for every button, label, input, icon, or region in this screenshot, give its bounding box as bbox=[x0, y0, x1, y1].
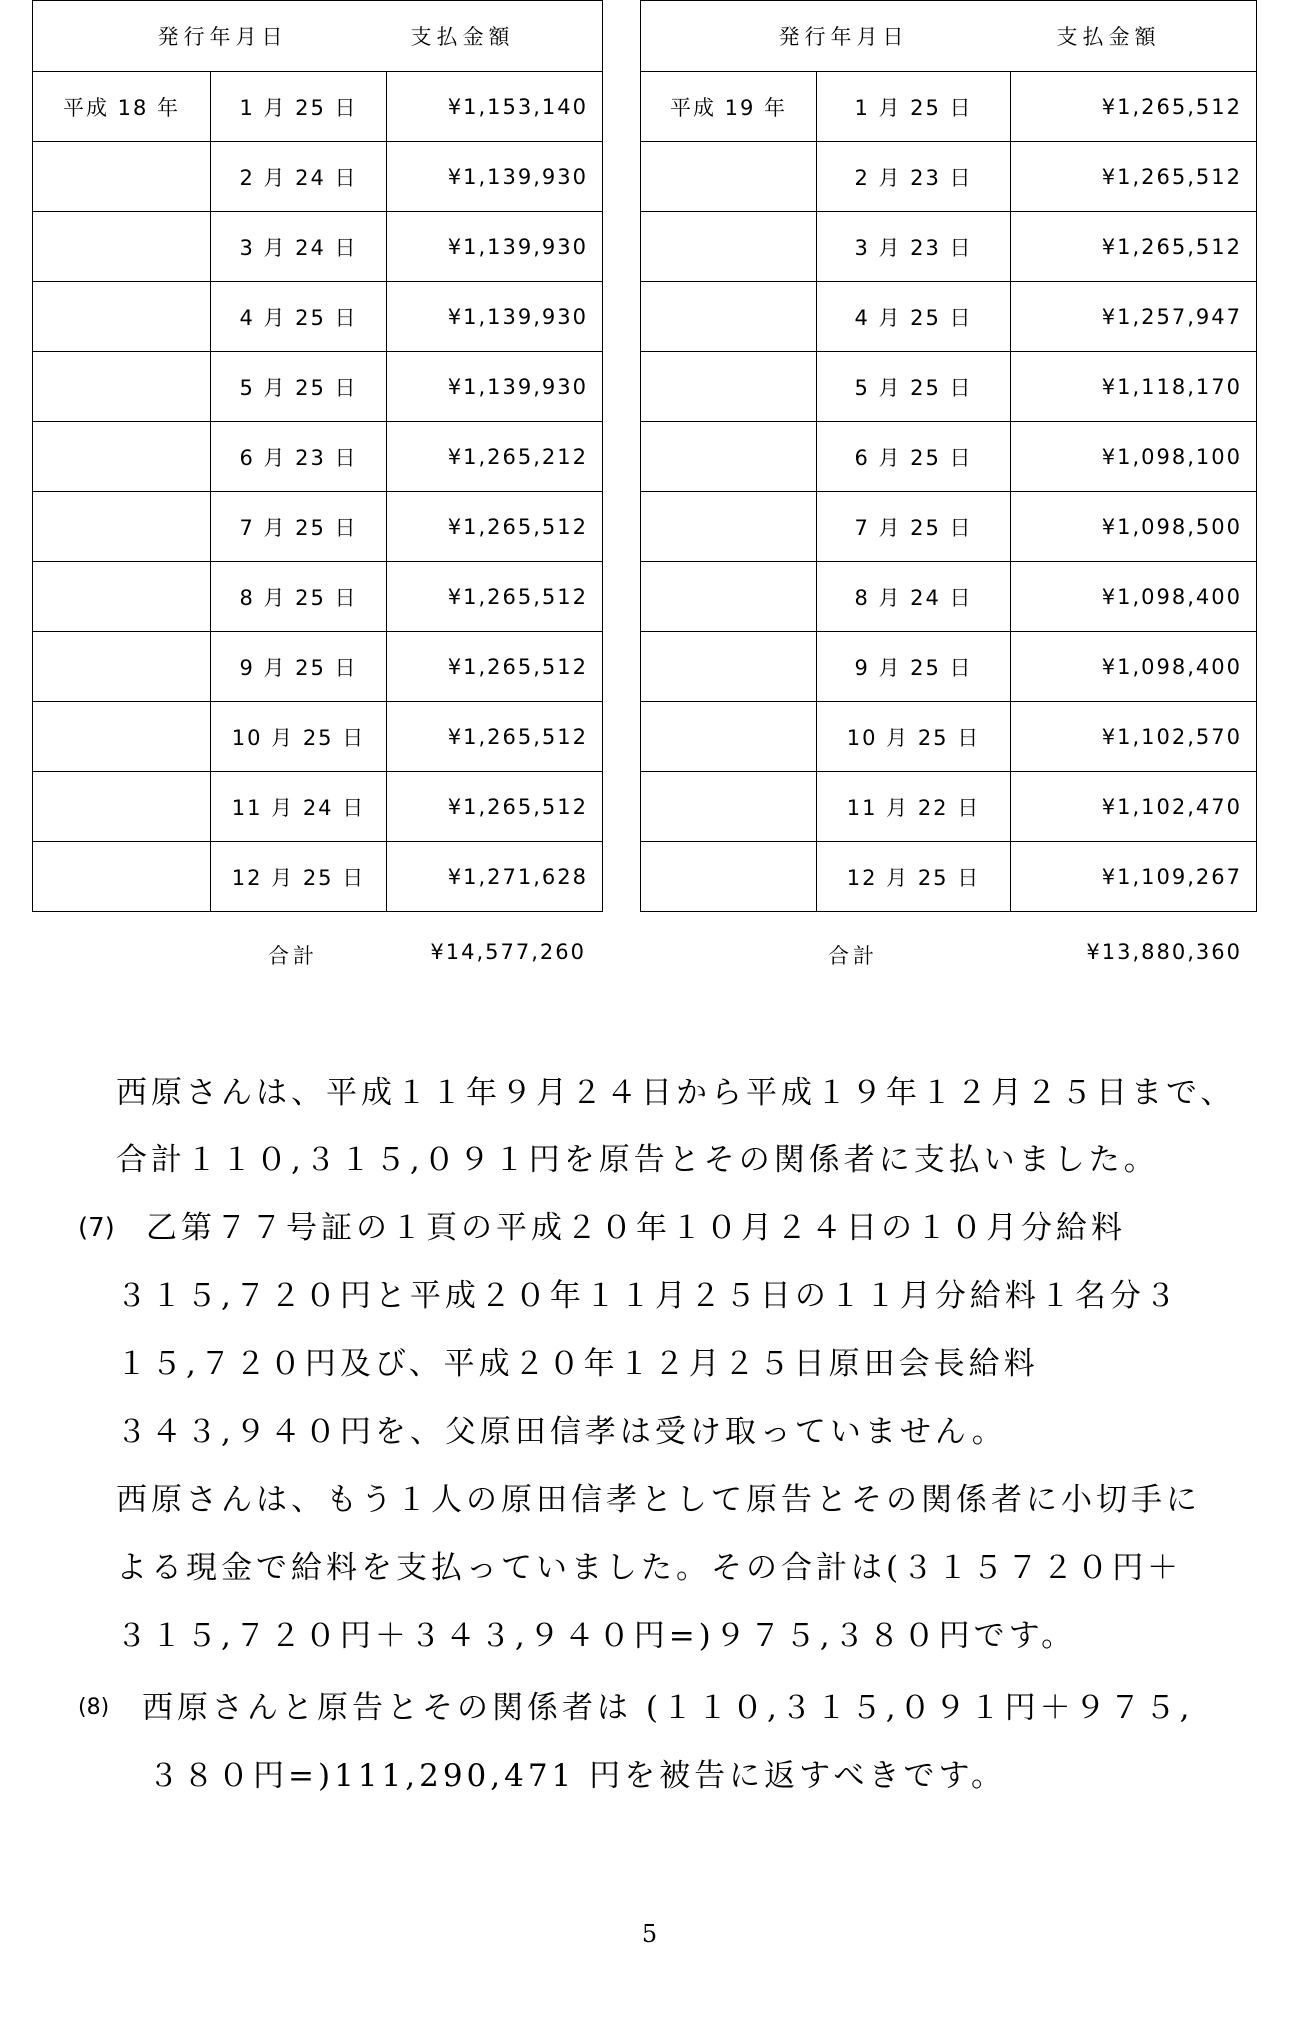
year-cell bbox=[641, 282, 817, 352]
issue-date-cell: 2 月 24 日 bbox=[211, 142, 387, 212]
year-cell bbox=[641, 632, 817, 702]
year-cell bbox=[33, 352, 211, 422]
table-row bbox=[33, 142, 603, 212]
summary-line-1: 西原さんは、平成１１年９月２４日から平成１９年１２月２５日まで、 bbox=[116, 1075, 1236, 1111]
payment-amount-cell: ¥1,139,930 bbox=[387, 352, 603, 422]
table-header-cell bbox=[33, 1, 603, 72]
issue-date-cell: 12 月 25 日 bbox=[817, 842, 1011, 912]
table-row bbox=[641, 72, 1257, 142]
summary-line-2: 合計１１０,３１５,０９１円を原告とその関係者に支払いました。 bbox=[116, 1142, 1159, 1178]
table-row bbox=[33, 352, 603, 422]
issue-date-cell: 5 月 25 日 bbox=[211, 352, 387, 422]
payment-amount-cell: ¥1,265,512 bbox=[1011, 142, 1257, 212]
item-8-line-1: 西原さんと原告とその関係者は (１１０,３１５,０９１円＋９７５, bbox=[142, 1690, 1194, 1726]
issue-date-cell: 4 月 25 日 bbox=[817, 282, 1011, 352]
year-cell bbox=[641, 492, 817, 562]
table-header-row bbox=[33, 1, 603, 72]
year-cell bbox=[641, 212, 817, 282]
item-7-line-5: 西原さんは、もう１人の原田信孝として原告とその関係者に小切手に bbox=[116, 1482, 1201, 1518]
payment-amount-cell: ¥1,139,930 bbox=[387, 142, 603, 212]
year-cell bbox=[33, 562, 211, 632]
page-number: 5 bbox=[641, 1920, 658, 1948]
total-value-heisei-19: ¥13,880,360 bbox=[1086, 940, 1242, 964]
issue-date-cell: 9 月 25 日 bbox=[817, 632, 1011, 702]
issue-date-cell: 4 月 25 日 bbox=[211, 282, 387, 352]
year-cell bbox=[641, 422, 817, 492]
payment-table-heisei-18 bbox=[32, 0, 603, 912]
issue-date-cell: 11 月 24 日 bbox=[211, 772, 387, 842]
payment-amount-cell: ¥1,265,512 bbox=[387, 562, 603, 632]
year-cell bbox=[33, 422, 211, 492]
issue-date-cell: 11 月 22 日 bbox=[817, 772, 1011, 842]
payment-table-heisei-19 bbox=[640, 0, 1257, 912]
year-cell bbox=[33, 212, 211, 282]
year-cell bbox=[33, 842, 211, 912]
payment-amount-cell: ¥1,265,512 bbox=[1011, 212, 1257, 282]
table-row bbox=[641, 282, 1257, 352]
issue-date-cell: 1 月 25 日 bbox=[211, 72, 387, 142]
table-row bbox=[33, 772, 603, 842]
payment-amount-cell: ¥1,098,500 bbox=[1011, 492, 1257, 562]
item-7-line-4: ３４３,９４０円を、父原田信孝は受け取っていません。 bbox=[116, 1414, 1007, 1450]
payment-amount-cell: ¥1,109,267 bbox=[1011, 842, 1257, 912]
table-row bbox=[641, 212, 1257, 282]
item-7-line-7: ３１５,７２０円＋３４３,９４０円=)９７５,３８０円です。 bbox=[116, 1618, 1077, 1654]
issue-date-cell: 8 月 25 日 bbox=[211, 562, 387, 632]
header-payment-amount: 支払金額 bbox=[1056, 25, 1161, 49]
year-cell bbox=[33, 282, 211, 352]
payment-amount-cell: ¥1,265,512 bbox=[387, 492, 603, 562]
item-8-marker: (8) bbox=[78, 1695, 110, 1720]
year-cell bbox=[33, 772, 211, 842]
issue-date-cell: 10 月 25 日 bbox=[211, 702, 387, 772]
table-row bbox=[641, 772, 1257, 842]
issue-date-cell: 10 月 25 日 bbox=[817, 702, 1011, 772]
item-7-line-1: 乙第７７号証の１頁の平成２０年１０月２４日の１０月分給料 bbox=[146, 1210, 1126, 1246]
year-cell bbox=[33, 492, 211, 562]
year-cell bbox=[641, 702, 817, 772]
payment-amount-cell: ¥1,153,140 bbox=[387, 72, 603, 142]
table-row bbox=[33, 422, 603, 492]
payment-amount-cell: ¥1,265,512 bbox=[1011, 72, 1257, 142]
table-row bbox=[641, 842, 1257, 912]
payment-amount-cell: ¥1,098,400 bbox=[1011, 632, 1257, 702]
year-cell bbox=[33, 142, 211, 212]
issue-date-cell: 3 月 24 日 bbox=[211, 212, 387, 282]
table-row bbox=[641, 352, 1257, 422]
payment-amount-cell: ¥1,098,400 bbox=[1011, 562, 1257, 632]
table-row bbox=[33, 632, 603, 702]
total-label-heisei-19: 合計 bbox=[828, 944, 878, 968]
item-7-line-6: よる現金で給料を支払っていました。その合計は(３１５７２０円＋ bbox=[116, 1550, 1183, 1586]
payment-amount-cell: ¥1,139,930 bbox=[387, 282, 603, 352]
table-header-cell bbox=[641, 1, 1257, 72]
issue-date-cell: 9 月 25 日 bbox=[211, 632, 387, 702]
table-row bbox=[641, 632, 1257, 702]
total-label-heisei-18: 合計 bbox=[268, 944, 318, 968]
table-row bbox=[33, 842, 603, 912]
year-cell bbox=[641, 772, 817, 842]
year-cell bbox=[641, 562, 817, 632]
item-7-line-2: ３１５,７２０円と平成２０年１１月２５日の１１月分給料１名分３ bbox=[116, 1278, 1180, 1314]
issue-date-cell: 8 月 24 日 bbox=[817, 562, 1011, 632]
year-cell: 平成 19 年 bbox=[641, 72, 817, 142]
table-row bbox=[33, 562, 603, 632]
total-value-heisei-18: ¥14,577,260 bbox=[430, 940, 586, 964]
year-cell bbox=[33, 632, 211, 702]
item-7-line-3: １５,７２０円及び、平成２０年１２月２５日原田会長給料 bbox=[116, 1346, 1039, 1382]
issue-date-cell: 7 月 25 日 bbox=[211, 492, 387, 562]
issue-date-cell: 6 月 25 日 bbox=[817, 422, 1011, 492]
year-cell bbox=[641, 842, 817, 912]
item-7-marker: (7) bbox=[78, 1213, 115, 1243]
issue-date-cell: 5 月 25 日 bbox=[817, 352, 1011, 422]
item-8-line-2: ３８０円=)111,290,471 円を被告に返すべきです。 bbox=[148, 1758, 1007, 1794]
issue-date-cell: 3 月 23 日 bbox=[817, 212, 1011, 282]
payment-amount-cell: ¥1,265,512 bbox=[387, 772, 603, 842]
payment-amount-cell: ¥1,139,930 bbox=[387, 212, 603, 282]
year-cell bbox=[33, 702, 211, 772]
issue-date-cell: 7 月 25 日 bbox=[817, 492, 1011, 562]
payment-amount-cell: ¥1,265,512 bbox=[387, 632, 603, 702]
payment-amount-cell: ¥1,102,470 bbox=[1011, 772, 1257, 842]
table-row bbox=[641, 492, 1257, 562]
header-issue-date: 発行年月日 bbox=[157, 25, 288, 49]
issue-date-cell: 2 月 23 日 bbox=[817, 142, 1011, 212]
year-cell bbox=[641, 352, 817, 422]
payment-amount-cell: ¥1,098,100 bbox=[1011, 422, 1257, 492]
table-row bbox=[641, 142, 1257, 212]
header-payment-amount: 支払金額 bbox=[410, 25, 515, 49]
table-row bbox=[33, 492, 603, 562]
table-header-row bbox=[641, 1, 1257, 72]
header-issue-date: 発行年月日 bbox=[778, 25, 909, 49]
payment-amount-cell: ¥1,257,947 bbox=[1011, 282, 1257, 352]
table-row bbox=[641, 422, 1257, 492]
issue-date-cell: 6 月 23 日 bbox=[211, 422, 387, 492]
payment-amount-cell: ¥1,265,212 bbox=[387, 422, 603, 492]
payment-amount-cell: ¥1,118,170 bbox=[1011, 352, 1257, 422]
table-row bbox=[33, 702, 603, 772]
issue-date-cell: 1 月 25 日 bbox=[817, 72, 1011, 142]
payment-amount-cell: ¥1,102,570 bbox=[1011, 702, 1257, 772]
table-row bbox=[33, 282, 603, 352]
payment-amount-cell: ¥1,265,512 bbox=[387, 702, 603, 772]
payment-amount-cell: ¥1,271,628 bbox=[387, 842, 603, 912]
table-row bbox=[33, 212, 603, 282]
issue-date-cell: 12 月 25 日 bbox=[211, 842, 387, 912]
year-cell bbox=[641, 142, 817, 212]
table-row bbox=[641, 702, 1257, 772]
year-cell: 平成 18 年 bbox=[33, 72, 211, 142]
table-row bbox=[33, 72, 603, 142]
table-row bbox=[641, 562, 1257, 632]
